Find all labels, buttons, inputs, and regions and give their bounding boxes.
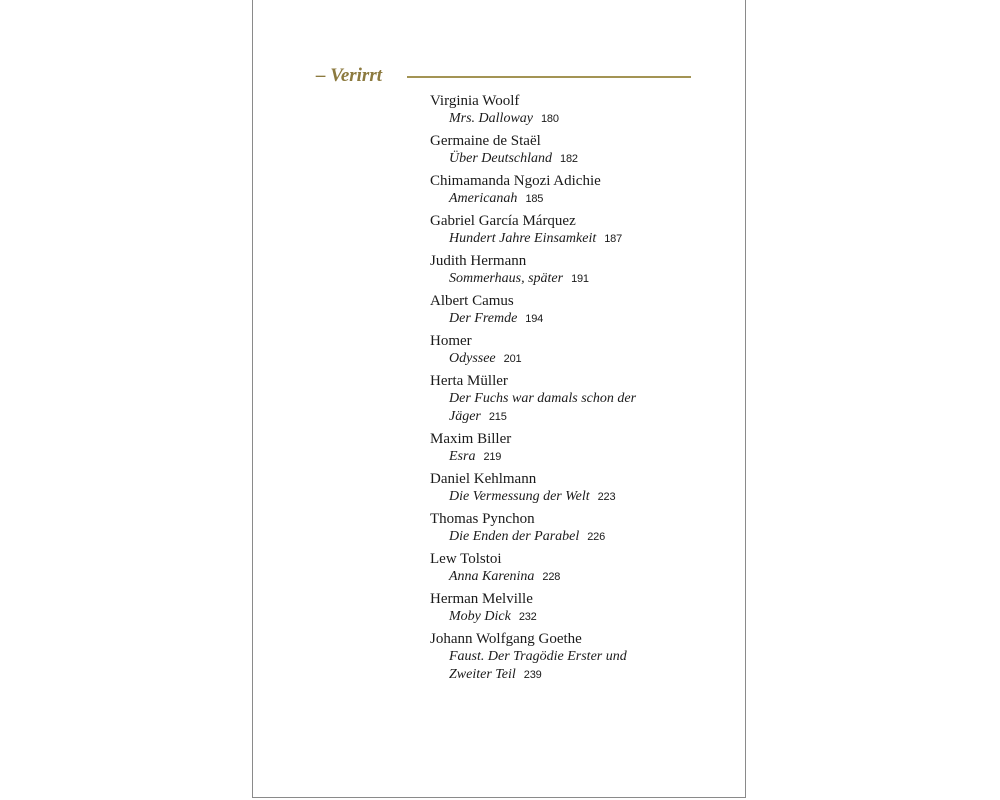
entry-work xyxy=(430,270,670,288)
entry-work xyxy=(430,448,670,466)
page-number: 228 xyxy=(542,571,561,583)
entry-work xyxy=(430,190,670,208)
entry-author: Herta Müller xyxy=(430,373,508,389)
page-number: 215 xyxy=(488,411,507,423)
entry-work xyxy=(430,390,670,426)
entry-work xyxy=(430,648,670,684)
page-number: 201 xyxy=(503,353,522,365)
toc-entry xyxy=(430,372,670,426)
work-title: Americanah xyxy=(449,191,518,206)
page-number: 239 xyxy=(523,669,542,681)
page-number: 180 xyxy=(541,113,559,125)
work-title: Sommerhaus, später xyxy=(449,271,564,286)
work-title: Der Fuchs war damals schon der Jäger xyxy=(449,391,637,424)
toc-entry xyxy=(430,550,670,586)
entry-author: Judith Hermann xyxy=(430,253,527,269)
toc-entry xyxy=(430,590,670,626)
work-title: Anna Karenina xyxy=(449,569,535,584)
entry-work xyxy=(430,528,670,546)
page-number: 232 xyxy=(518,611,537,623)
page-number: 226 xyxy=(587,531,606,543)
toc-entry xyxy=(430,630,670,684)
entry-work xyxy=(430,110,670,128)
entry-work xyxy=(430,230,670,248)
entry-work xyxy=(430,150,670,168)
entry-author: Thomas Pynchon xyxy=(430,511,535,527)
entry-author: Germaine de Staël xyxy=(430,133,541,149)
section-rule xyxy=(407,76,691,78)
work-title: Faust. Der Tragödie Erster und Zweiter Teil xyxy=(449,649,627,682)
work-title: Moby Dick xyxy=(449,609,511,624)
entry-author: Albert Camus xyxy=(430,293,514,309)
entry-author: Johann Wolfgang Goethe xyxy=(430,631,582,647)
work-title: Odyssee xyxy=(449,351,496,366)
page-number: 187 xyxy=(604,233,622,245)
page-number: 219 xyxy=(483,451,502,463)
toc-list xyxy=(430,92,670,688)
entry-author: Herman Melville xyxy=(430,591,533,607)
work-title: Mrs. Dalloway xyxy=(449,111,533,126)
entry-author: Virginia Woolf xyxy=(430,93,520,109)
entry-author: Chimamanda Ngozi Adichie xyxy=(430,173,601,189)
toc-entry xyxy=(430,332,670,368)
toc-entry xyxy=(430,92,670,128)
entry-work xyxy=(430,568,670,586)
page-number: 223 xyxy=(597,491,616,503)
toc-entry xyxy=(430,430,670,466)
toc-entry xyxy=(430,470,670,506)
entry-work xyxy=(430,350,670,368)
page-number: 191 xyxy=(571,273,589,285)
toc-entry xyxy=(430,212,670,248)
entry-work xyxy=(430,488,670,506)
entry-author: Homer xyxy=(430,333,472,349)
work-title: Esra xyxy=(449,449,476,464)
toc-entry xyxy=(430,132,670,168)
toc-entry xyxy=(430,252,670,288)
work-title: Die Enden der Parabel xyxy=(449,529,580,544)
entry-author: Lew Tolstoi xyxy=(430,551,502,567)
section-title: – Verirrt xyxy=(316,65,382,86)
page-number: 194 xyxy=(525,313,544,325)
section-heading xyxy=(316,64,691,90)
entry-work xyxy=(430,608,670,626)
work-title: Über Deutschland xyxy=(449,151,553,166)
toc-entry xyxy=(430,292,670,328)
work-title: Die Vermessung der Welt xyxy=(449,489,590,504)
entry-work xyxy=(430,310,670,328)
toc-entry xyxy=(430,510,670,546)
page-number: 182 xyxy=(560,153,578,165)
entry-author: Maxim Biller xyxy=(430,431,512,447)
toc-entry xyxy=(430,172,670,208)
work-title: Der Fremde xyxy=(449,311,518,326)
entry-author: Gabriel García Márquez xyxy=(430,213,576,229)
entry-author: Daniel Kehlmann xyxy=(430,471,537,487)
page-number: 185 xyxy=(525,193,544,205)
book-page xyxy=(252,0,746,798)
work-title: Hundert Jahre Einsamkeit xyxy=(449,231,597,246)
